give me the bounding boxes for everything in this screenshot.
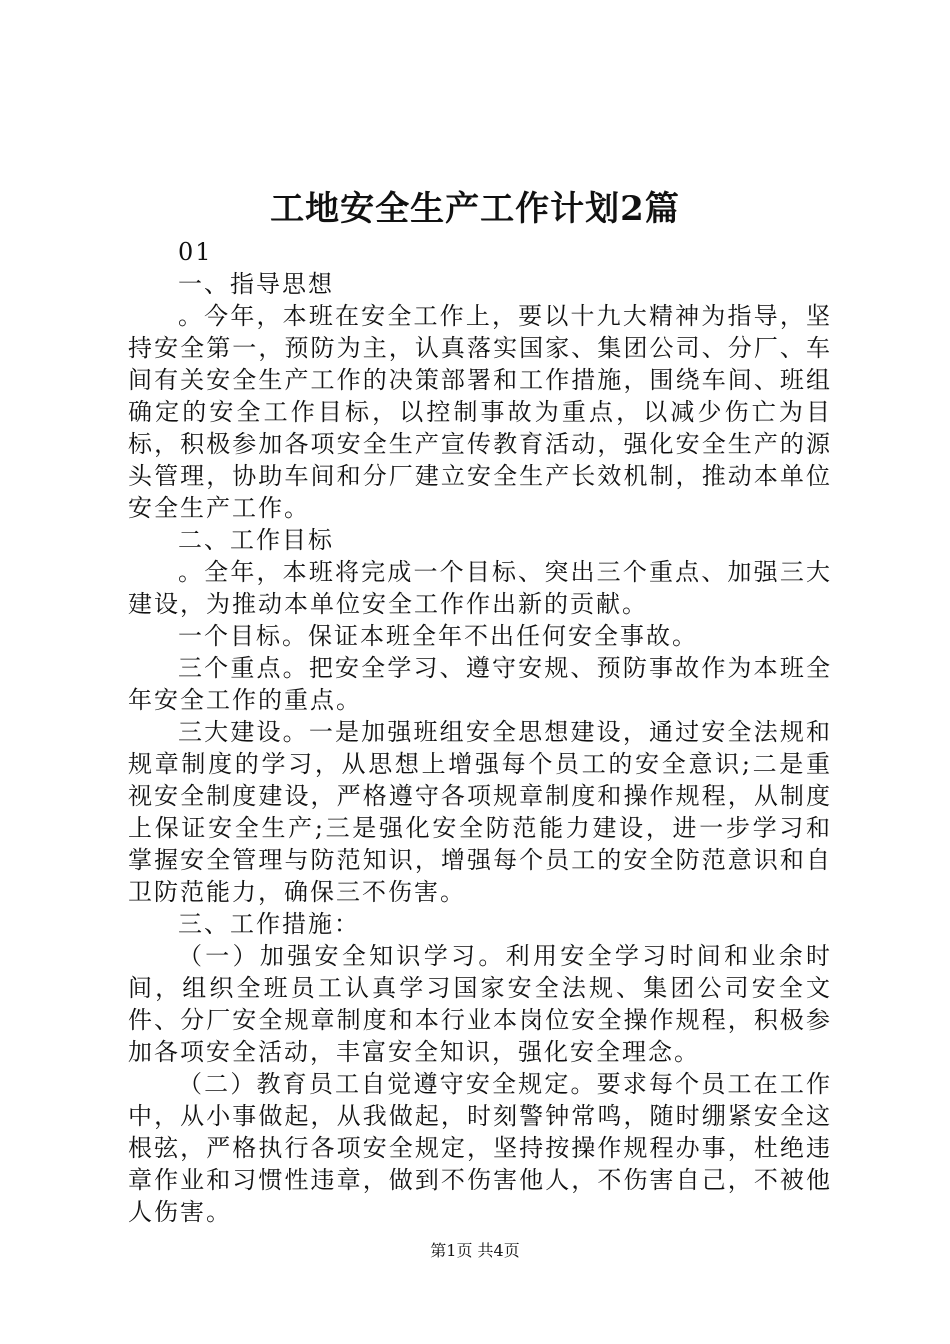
paragraph-work-goals: 。全年，本班将完成一个目标、突出三个重点、加强三大建设，为推动本单位安全工作作出新的贡献。	[128, 558, 832, 618]
heading-work-measures: 三、工作措施：	[178, 910, 360, 938]
heading-guiding-thought: 一、指导思想	[178, 270, 334, 298]
paragraph-three-constructions: 三大建设。一是加强班组安全思想建设，通过安全法规和规章制度的学习，从思想上增强每个员工的安全意识;二是重视安全制度建设，严格遵守各项规章制度和操作规程，从制度上保证安全生产;三是强化安全防范能力建设，进一步学习和掌握安全管理与防范知识，增强每个员工的安全防范意识和自卫防范能力，确保三不伤害。	[128, 718, 832, 906]
page-footer: 第1页 共4页	[430, 1241, 520, 1260]
paragraph-measure-2: （二）教育员工自觉遵守安全规定。要求每个员工在工作中，从小事做起，从我做起，时刻警钟常鸣，随时绷紧安全这根弦，严格执行各项安全规定，坚持按操作规程办事，杜绝违章作业和习惯性违章，做到不伤害他人，不伤害自己，不被他人伤害。	[128, 1070, 832, 1226]
section-number: 01	[178, 238, 213, 266]
document-body	[128, 236, 832, 1228]
paragraph-guiding-thought: 。今年，本班在安全工作上，要以十九大精神为指导，坚持安全第一，预防为主，认真落实国家、集团公司、分厂、车间有关安全生产工作的决策部署和工作措施，围绕车间、班组确定的安全工作目标，以控制事故为重点，以减少伤亡为目标，积极参加各项安全生产宣传教育活动，强化安全生产的源头管理，协助车间和分厂建立安全生产长效机制，推动本单位安全生产工作。	[128, 302, 832, 522]
paragraph-measure-1: （一）加强安全知识学习。利用安全学习时间和业余时间，组织全班员工认真学习国家安全法规、集团公司安全文件、分厂安全规章制度和本行业本岗位安全操作规程，积极参加各项安全活动，丰富安全知识，强化安全理念。	[128, 942, 832, 1066]
document-title: 工地安全生产工作计划2篇	[270, 189, 680, 229]
heading-work-goals: 二、工作目标	[178, 526, 334, 554]
paragraph-three-focuses: 三个重点。把安全学习、遵守安规、预防事故作为本班全年安全工作的重点。	[128, 654, 832, 714]
paragraph-one-goal: 一个目标。保证本班全年不出任何安全事故。	[178, 622, 698, 650]
